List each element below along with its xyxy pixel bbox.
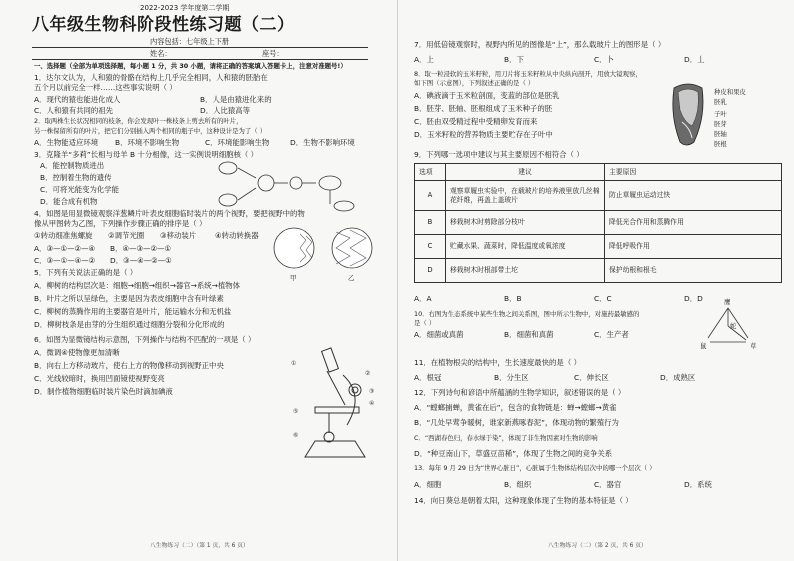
school-year: 2022-2023 学年度第二学期 (140, 4, 230, 12)
q1-option-a: A．现代的猿也能进化成人 (34, 95, 121, 104)
q7-option-c: C．卜 (594, 55, 614, 64)
table-cell: 降低呼吸作用 (605, 235, 782, 259)
exam-scope: 内容包括：七年级上下册 (150, 37, 230, 46)
corn-kernel-diagram (668, 82, 708, 148)
page-title: 八年级生物科阶段性练习题（二） (32, 15, 295, 35)
question-13: 13．每年 9 月 29 日为“世界心脏日”，心脏属于生物体结构层次中的哪一个层次（ ） (414, 464, 656, 472)
question-8-line-1: 8．取一粒浸软的玉米籽粒，用刀片将玉米籽粒从中央纵向剖开，用放大镜观察， (414, 70, 642, 78)
svg-text:⑤: ⑤ (293, 409, 299, 415)
q4-step-4: ④转动转换器 (215, 231, 259, 240)
q13-option-d: D．系统 (684, 480, 712, 489)
kernel-label-cotyledon: 子叶 (714, 110, 727, 118)
q12-option-b: B．“几处早莺争暖树，谁家新燕啄春泥”，体现动物的繁殖行为 (414, 418, 619, 427)
question-10-line-2: 是（ ） (414, 319, 436, 327)
q7-option-b: B．下 (504, 55, 524, 64)
q4-option-c: C．③—①—④—② (34, 256, 96, 265)
food-web-label-mouse: 鼠 (700, 342, 707, 350)
question-4-line-2: 像从甲图转为乙图，下列操作步骤正确的排序是（ ） (34, 219, 207, 228)
name-field-label: 姓名： (150, 49, 172, 58)
table-header-reason: 主要原因 (605, 164, 782, 181)
food-web-diagram (698, 300, 758, 350)
q11-option-a: A．根冠 (414, 373, 442, 382)
q13-option-a: A．细胞 (414, 480, 442, 489)
q4-option-a: A．③—①—②—④ (34, 244, 96, 253)
q5-option-a: A．柳树的结构层次是：细胞→细胞→组织→器官→系统→植物体 (34, 281, 241, 290)
q6-option-c: C．光线较暗时，换用凹面镜使视野变亮 (34, 374, 165, 383)
kernel-label-radicle: 胚根 (714, 140, 727, 148)
view-label-yi: 乙 (348, 274, 355, 282)
question-12: 12．下列诗句和谚语中所蕴涵的生物学知识，叙述错误的是（ ） (414, 388, 626, 397)
section-heading: 一、选择题（全部为单项选择题，每小题 1 分，共 30 小题，请将正确的答案填入答题卡上，注意对准题号!） (34, 62, 347, 70)
question-7: 7．用低倍镜观察时，视野内所见的图像是“上”，那么载玻片上的图形是（ ） (414, 40, 666, 49)
q8-option-c: C．胚由双受精过程中受精卵发育而来 (414, 117, 538, 126)
q4-step-1: ①转动细准焦螺旋 (34, 231, 93, 240)
table-cell: 移栽树木时根部带土坨 (446, 259, 605, 283)
q4-step-3: ③移动装片 (160, 231, 197, 240)
table-row (415, 211, 782, 235)
table-cell: B (415, 211, 446, 235)
question-2-line-1: 2．取两株生长状况相同的枝条，你会发现叶一株枝条上剪去所有的叶片， (34, 117, 243, 125)
kernel-label-endosperm: 胚乳 (714, 98, 727, 106)
q12-option-a: A．“螳螂捕蝉，黄雀在后”，包含的食物链是：蝉→螳螂→黄雀 (414, 403, 617, 412)
kernel-label-peel: 种皮和果皮 (714, 88, 746, 96)
q7-option-a: A．上 (414, 55, 434, 64)
q13-option-b: B．组织 (504, 480, 532, 489)
q9-option-b: B．B (504, 294, 522, 303)
table-header-suggestion: 建议 (446, 164, 605, 181)
q9-option-d: D．D (684, 294, 703, 303)
microscope-views-figure (270, 226, 380, 274)
kernel-label-hypocotyl: 胚轴 (714, 130, 727, 138)
question-11: 11．在植物根尖的结构中，生长速度最快的是（ ） (414, 358, 581, 367)
table-row (415, 259, 782, 283)
q11-option-c: C．伸长区 (574, 373, 609, 382)
q4-option-b: B．④—③—②—① (110, 244, 172, 253)
question-1-line-2: 五个月以前完全一样……这些事实说明（ ） (34, 83, 177, 92)
question-8-line-2: 如下图（示意图），下列叙述正确的是（ ） (414, 79, 535, 87)
q6-option-a: A．微调④使物像更加清晰 (34, 348, 120, 357)
q7-option-d: D．丄 (684, 55, 705, 64)
q9-option-a: A．A (414, 294, 432, 303)
q1-option-c: C．人和猿有共同的祖先 (34, 106, 114, 115)
q5-option-b: B．叶片之所以呈绿色，主要是因为表皮细胞中含有叶绿素 (34, 294, 224, 303)
student-info-bar (32, 47, 368, 60)
table-cell: 贮藏水果、蔬菜时，降低温度或氧浓度 (446, 235, 605, 259)
page-footer-right: 八生物练习（二）（第 2 页，共 6 页） (548, 543, 647, 549)
food-web-label-snake: 蛇 (730, 322, 737, 330)
table-cell: A (415, 181, 446, 211)
q3-option-a: A．能控制物质进出 (40, 161, 105, 170)
table-cell: C (415, 235, 446, 259)
table-row (415, 181, 782, 211)
q2-option-d: D．生物不影响环境 (290, 138, 355, 147)
question-14: 14．向日葵总是朝着太阳，这种现象体现了生物的基本特征是（ ） (414, 496, 633, 505)
q2-option-a: A．生物能适应环境 (34, 138, 99, 147)
question-2-line-2: 另一株保留所有的叶片，把它们分别插入两个相同的瓶子中，这种设计是为了（ ） (34, 127, 267, 135)
q10-option-c: C．生产者 (594, 330, 629, 339)
q6-option-b: B．向右上方移动玻片，使右上方的物像移动到视野正中央 (34, 361, 224, 370)
q5-option-c: C．柳树的蒸腾作用的主要器官是叶片，能运输水分和无机盐 (34, 307, 232, 316)
microscope-illustration (285, 345, 385, 465)
q2-option-b: B．环境不影响生物 (115, 138, 180, 147)
q8-option-d: D．玉米籽粒的营养物质主要贮存在子叶中 (414, 130, 553, 139)
question-3: 3．克隆羊“多莉”长相与母羊 B 十分相像，这一实例说明细胞核（ ） (34, 150, 259, 159)
page-right (397, 0, 794, 561)
svg-text:⑥: ⑥ (293, 433, 299, 439)
question-9: 9．下列哪一选项中建议与其主要原因不相符合（ ） (414, 150, 584, 159)
q1-option-b: B．人是由猿进化来的 (200, 95, 272, 104)
table-cell: D (415, 259, 446, 283)
q10-option-a: A．细菌或真菌 (414, 330, 464, 339)
question-4-line-1: 4．如图是用显微镜观察洋葱鳞片叶表皮细胞临时装片的两个视野，要把视野中的物 (34, 209, 305, 218)
question-10-line-1: 10．右图为生态系统中某些生物之间关系图，图中所示生物中，对施药最敏感的 (414, 310, 640, 318)
q12-option-c: C．“西湖春色归，春水绿于染”，体现了非生物因素对生物的影响 (414, 434, 598, 442)
q1-option-d: D．人比猿高等 (200, 106, 251, 115)
q8-option-a: A．碘液滴于玉米粒剖面，变蓝的部位是胚乳 (414, 91, 560, 100)
q9-table (414, 163, 782, 283)
table-cell: 降低光合作用和蒸腾作用 (605, 211, 782, 235)
q9-option-c: C．C (594, 294, 612, 303)
q5-option-d: D．柳树枝条是由芽的分生组织通过细胞分裂和分化形成的 (34, 320, 225, 329)
question-6: 6．如图为显微镜结构示意图，下列操作与结构不匹配的一项是（ ） (34, 335, 256, 344)
view-label-jia: 甲 (290, 274, 297, 282)
q6-option-d: D．制作植物细胞临时装片染色时滴加碘液 (34, 387, 173, 396)
q3-option-c: C．可将光能变为化学能 (40, 185, 120, 194)
table-cell: 防止草履虫运动过快 (605, 181, 782, 211)
q3-option-b: B．控制着生物的遗传 (40, 173, 112, 182)
food-web-label-grass: 草 (750, 342, 757, 350)
table-cell: 移栽树木时剪除部分枝叶 (446, 211, 605, 235)
q10-option-b: B．细菌和真菌 (504, 330, 554, 339)
svg-text:④: ④ (369, 401, 375, 407)
table-cell: 保护幼根和根毛 (605, 259, 782, 283)
question-5: 5．下列有关说法正确的是（ ） (34, 268, 138, 277)
q11-option-d: D．成熟区 (660, 373, 696, 382)
food-web-label-eagle: 鹰 (724, 298, 731, 306)
q8-option-b: B．胚芽、胚轴、胚根组成了玉米种子的胚 (414, 104, 553, 113)
q13-option-c: C．器官 (594, 480, 622, 489)
table-header-row (415, 164, 782, 181)
q4-step-2: ②调节光圈 (108, 231, 145, 240)
q12-option-d: D．“种豆南山下，草盛豆苗稀”，体现了生物之间的竞争关系 (414, 449, 613, 458)
cloning-diagram (214, 158, 364, 213)
svg-text:②: ② (365, 371, 371, 377)
table-row (415, 235, 782, 259)
q4-option-d: D．③—④—②—① (110, 256, 172, 265)
kernel-label-plumule: 胚芽 (714, 120, 727, 128)
q11-option-b: B．分生区 (494, 373, 529, 382)
table-header-option: 选项 (415, 164, 446, 181)
svg-text:①: ① (291, 361, 297, 367)
table-cell: 观察草履虫实验中，在载玻片的培养液里放几丝棉花纤维，再盖上盖玻片 (446, 181, 605, 211)
question-1-line-1: 1．达尔文认为，人和猿的骨骼在结构上几乎完全相同，人和猿的胚胎在 (34, 73, 268, 82)
q2-option-c: C．环境能影响生物 (205, 138, 270, 147)
page-footer-left: 八生物练习（二）（第 1 页，共 6 页） (150, 543, 249, 549)
svg-text:③: ③ (369, 389, 375, 395)
q3-option-d: D．能合成有机物 (40, 197, 98, 206)
seat-field-label: 座号： (262, 49, 284, 58)
